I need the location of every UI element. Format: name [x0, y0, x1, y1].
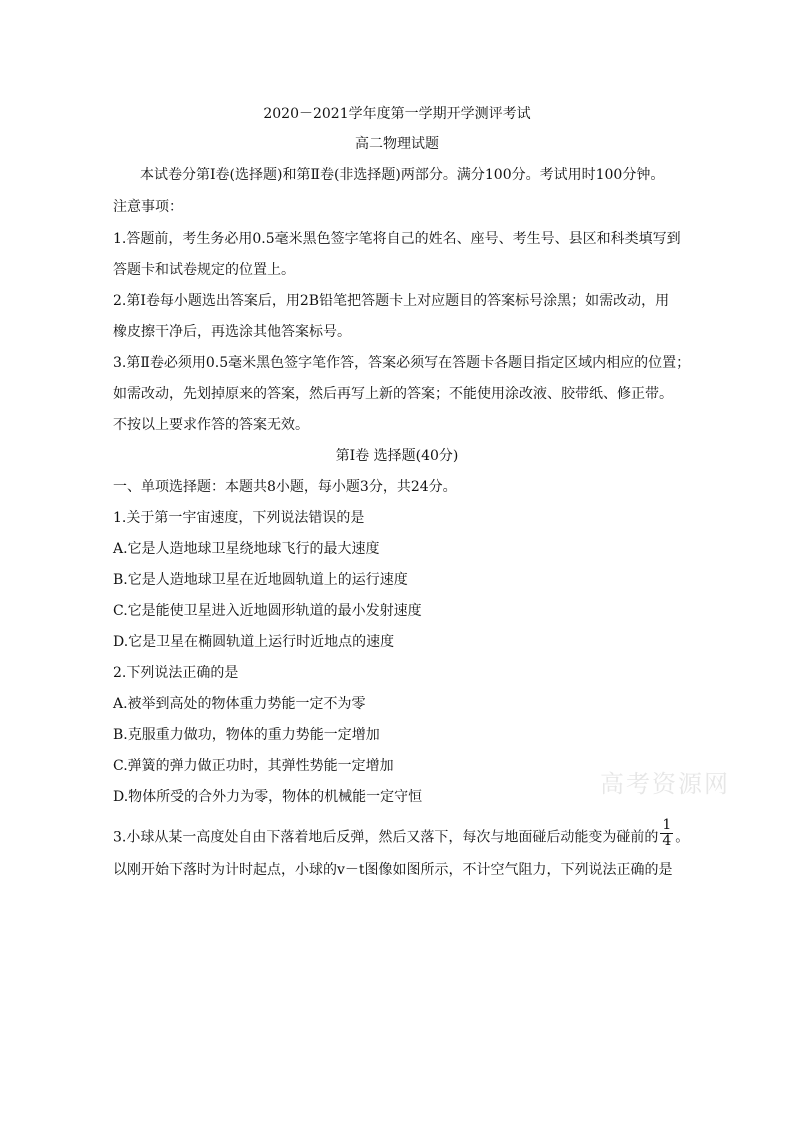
note-3-line-2: 如需改动，先划掉原来的答案，然后再写上新的答案；不能使用涂改液、胶带纸、修正带。 — [113, 386, 673, 402]
question-2-option-a: A.被举到高处的物体重力势能一定不为零 — [113, 696, 366, 712]
note-2-line-2: 橡皮擦干净后，再选涂其他答案标号。 — [113, 324, 351, 340]
note-1-line-2: 答题卡和试卷规定的位置上。 — [113, 262, 295, 278]
question-1-option-c: C.它是能使卫星进入近地圆形轨道的最小发射速度 — [113, 603, 422, 619]
fraction-denominator: 4 — [662, 833, 672, 849]
note-3-line-1: 3.第Ⅱ卷必须用0.5毫米黑色签字笔作答，答案必须写在答题卡各题目指定区域内相应的位置； — [113, 355, 691, 371]
question-1-option-d: D.它是卫星在椭圆轨道上运行时近地点的速度 — [113, 634, 395, 650]
notes-heading: 注意事项： — [113, 199, 183, 215]
question-1-stem: 1.关于第一宇宙速度，下列说法错误的是 — [113, 510, 365, 526]
section-title: 第Ⅰ卷 选择题(40分) — [335, 448, 459, 464]
question-2-option-d: D.物体所受的合外力为零，物体的机械能一定守恒 — [113, 789, 423, 805]
note-1-line-1: 1.答题前，考生务必用0.5毫米黑色签字笔将自己的姓名、座号、考生号、县区和科类填写到 — [113, 231, 681, 247]
intro-text: 本试卷分第Ⅰ卷(选择题)和第Ⅱ卷(非选择题)两部分。满分100分。考试用时100分钟。 — [140, 167, 665, 183]
fraction-numerator: 1 — [662, 817, 672, 833]
question-2-stem: 2.下列说法正确的是 — [113, 665, 239, 681]
fraction-one-quarter — [660, 818, 673, 849]
question-3-stem-line-2: 以刚开始下落时为计时起点，小球的v－t图像如图所示，不计空气阻力，下列说法正确的是 — [113, 862, 673, 878]
question-3-stem-line-1 — [113, 817, 690, 853]
question-3-stem-period: 。 — [675, 829, 690, 846]
question-2-option-b: B.克服重力做功，物体的重力势能一定增加 — [113, 727, 380, 743]
note-2-line-1: 2.第Ⅰ卷每小题选出答案后，用2B铅笔把答题卡上对应题目的答案标号涂黑；如需改动，用 — [113, 293, 670, 309]
subject-title: 高二物理试题 — [355, 136, 439, 152]
part-heading: 一、单项选择题：本题共8小题，每小题3分，共24分。 — [113, 479, 457, 495]
question-3-stem-text: 3.小球从某一高度处自由下落着地后反弹，然后又落下，每次与地面碰后动能变为碰前的 — [113, 829, 659, 846]
exam-title: 2020－2021学年度第一学期开学测评考试 — [263, 106, 531, 122]
watermark: 高考资源网 — [600, 770, 730, 798]
question-1-option-b: B.它是人造地球卫星在近地圆轨道上的运行速度 — [113, 572, 408, 588]
question-2-option-c: C.弹簧的弹力做正功时，其弹性势能一定增加 — [113, 758, 394, 774]
note-3-line-3: 不按以上要求作答的答案无效。 — [113, 417, 309, 433]
question-1-option-a: A.它是人造地球卫星绕地球飞行的最大速度 — [113, 541, 380, 557]
